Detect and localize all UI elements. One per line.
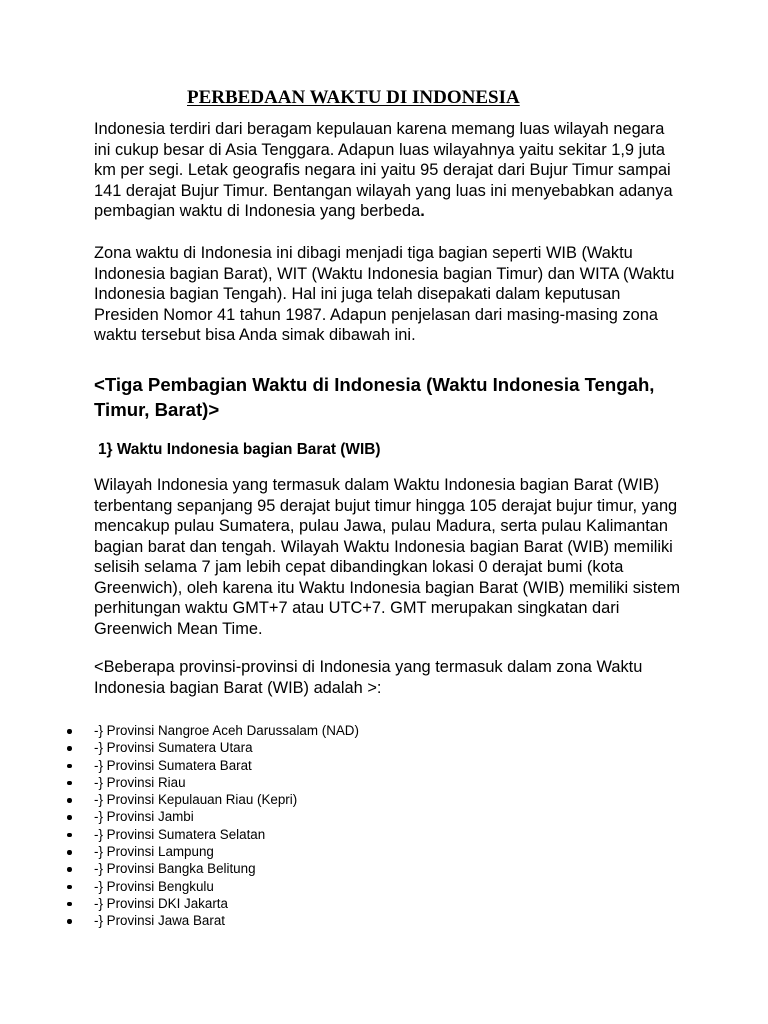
wib-paragraph: Wilayah Indonesia yang termasuk dalam Waktu Indonesia bagian Barat (WIB) terbentang sepanjang 95 derajat bujut timur hingga 105 derajat bujur timur, yang mencakup pulau Sumatera, pulau Jawa, pulau Madura, serta pulau Kalimantan bagian barat dan tengah. Wilayah Waktu Indonesia bagian Barat (WIB) memiliki selisih selama 7 jam lebih cepat dibandingkan lokasi 0 derajat bumi (kota Greenwich), oleh karena itu Waktu Indonesia bagian Barat (WIB) memiliki sistem perhitungan waktu GMT+7 atau UTC+7. GMT merupakan singkatan dari Greenwich Mean Time. [94, 476, 681, 638]
bullet-icon [67, 729, 72, 734]
list-item-text: -} Provinsi Sumatera Selatan [94, 826, 266, 842]
bullet-icon [67, 815, 72, 820]
time-zone-paragraph: Zona waktu di Indonesia ini dibagi menjadi tiga bagian seperti WIB (Waktu Indonesia bagian Barat), WIT (Waktu Indonesia bagian Timur) dan WITA (Waktu Indonesia bagian Tengah). Hal ini juga telah disepakati dalam keputusan Presiden Nomor 41 tahun 1987. Adapun penjelasan dari masing-masing zona waktu tersebut bisa Anda simak dibawah ini. [94, 244, 675, 344]
wib-sub-heading: 1} Waktu Indonesia bagian Barat (WIB) [98, 441, 381, 458]
bullet-icon [67, 798, 72, 803]
list-item-text: -} Provinsi Lampung [94, 844, 214, 860]
intro-paragraph-text: Indonesia terdiri dari beragam kepulauan karena memang luas wilayah negara ini cukup besar di Asia Tenggara. Adapun luas wilayahnya yaitu sekitar 1,9 juta km per segi. Letak geografis negara ini yaitu 95 derajat dari Bujur Timur sampai 141 derajat Bujur Timur. Bentangan wilayah yang luas ini menyebabkan adanya pembagian waktu di Indonesia yang berbeda [94, 120, 673, 220]
list-item-text: -} Provinsi Jambi [94, 809, 194, 825]
list-item-text: -} Provinsi Riau [94, 774, 186, 790]
bullet-icon [67, 764, 72, 769]
list-item-text: -} Provinsi Jawa Barat [94, 913, 225, 929]
bullet-icon [67, 919, 72, 924]
list-item-text: -} Provinsi Bangka Belitung [94, 861, 256, 877]
list-item-text: -} Provinsi Sumatera Utara [94, 740, 253, 756]
bullet-icon [67, 885, 72, 890]
list-item-text: -} Provinsi Sumatera Barat [94, 757, 252, 773]
list-item-text: -} Provinsi Kepulauan Riau (Kepri) [94, 792, 298, 808]
province-intro-paragraph: <Beberapa provinsi-provinsi di Indonesia yang termasuk dalam zona Waktu Indonesia bagian Barat (WIB) adalah >: [94, 658, 643, 697]
list-item-text: -} Provinsi Nangroe Aceh Darussalam (NAD) [94, 723, 359, 738]
document-title: PERBEDAAN WAKTU DI INDONESIA [187, 87, 520, 108]
bullet-icon [67, 902, 72, 907]
intro-paragraph-end: . [420, 202, 425, 220]
bullet-icon [67, 833, 72, 838]
list-item-text: -} Provinsi DKI Jakarta [94, 895, 228, 911]
bullet-icon [67, 867, 72, 872]
bullet-icon [67, 781, 72, 786]
bullet-icon [67, 746, 72, 751]
section-heading: <Tiga Pembagian Waktu di Indonesia (Waktu Indonesia Tengah, Timur, Barat)> [94, 374, 655, 420]
bullet-icon [67, 850, 72, 855]
intro-paragraph [94, 119, 684, 222]
list-item-text: -} Provinsi Bengkulu [94, 878, 214, 894]
